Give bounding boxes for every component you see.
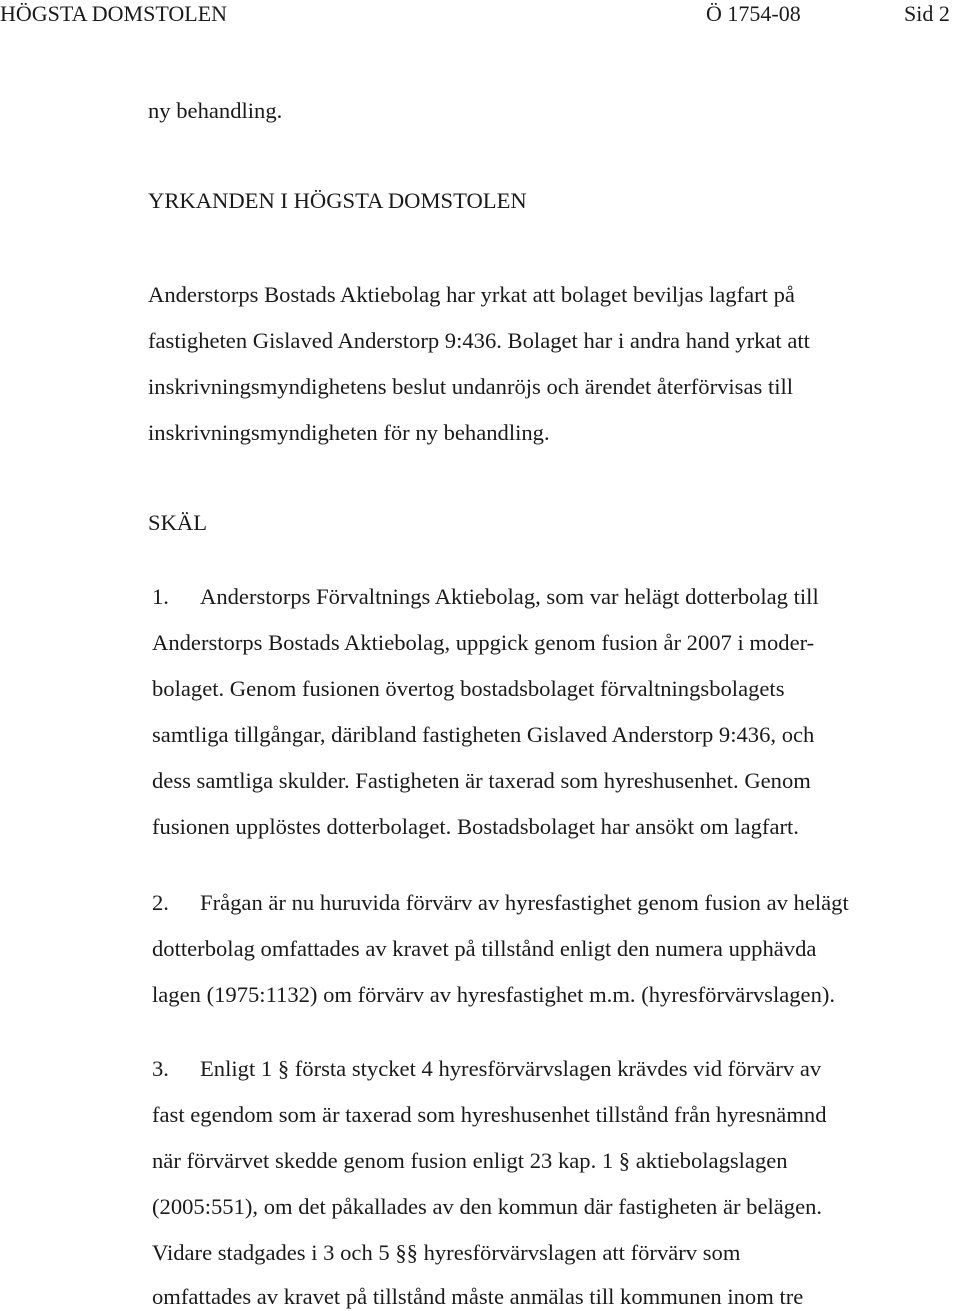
paragraph-line: när förvärvet skedde genom fusion enligt 23 kap. 1 § aktiebolagslagen: [152, 1148, 788, 1173]
paragraph-line: omfattades av kravet på tillstånd måste anmälas till kommunen inom tre: [152, 1284, 804, 1309]
paragraph-line: dotterbolag omfattades av kravet på tillstånd enligt den numera upphävda: [152, 936, 817, 961]
paragraph-line: Anderstorps Förvaltnings Aktiebolag, som var helägt dotterbolag till: [200, 584, 819, 609]
paragraph-line: lagen (1975:1132) om förvärv av hyresfastighet m.m. (hyresförvärvslagen).: [152, 982, 836, 1007]
heading-reasons: SKÄL: [148, 510, 207, 535]
paragraph-number: 2.: [152, 890, 169, 915]
paragraph-line: Vidare stadgades i 3 och 5 §§ hyresförvärvslagen att förvärv som: [152, 1240, 741, 1265]
paragraph-line: bolaget. Genom fusionen övertog bostadsbolaget förvaltningsbolagets: [152, 676, 785, 701]
heading-claims: YRKANDEN I HÖGSTA DOMSTOLEN: [148, 188, 527, 213]
claims-line: inskrivningsmyndighetens beslut undanröjs och ärendet återförvisas till: [148, 374, 794, 399]
header-page-number: Sid 2: [904, 1, 950, 26]
header-court-name: HÖGSTA DOMSTOLEN: [0, 1, 228, 26]
paragraph-line: samtliga tillgångar, däribland fastigheten Gislaved Anderstorp 9:436, och: [152, 722, 815, 747]
paragraph-line: Enligt 1 § första stycket 4 hyresförvärvslagen krävdes vid förvärv av: [200, 1056, 822, 1081]
paragraph-line: dess samtliga skulder. Fastigheten är taxerad som hyreshusenhet. Genom: [152, 768, 811, 793]
header-case-number: Ö 1754-08: [706, 1, 801, 26]
paragraph-number: 1.: [152, 584, 169, 609]
paragraph-line: Frågan är nu huruvida förvärv av hyresfastighet genom fusion av helägt: [200, 890, 849, 915]
paragraph-line: (2005:551), om det påkallades av den kommun där fastigheten är belägen.: [152, 1194, 823, 1219]
claims-line: Anderstorps Bostads Aktiebolag har yrkat att bolaget beviljas lagfart på: [148, 282, 795, 307]
paragraph-line: Anderstorps Bostads Aktiebolag, uppgick genom fusion år 2007 i moder-: [152, 630, 815, 655]
intro-text: ny behandling.: [148, 98, 283, 123]
claims-line: inskrivningsmyndigheten för ny behandling.: [148, 420, 550, 445]
paragraph-number: 3.: [152, 1056, 169, 1081]
claims-line: fastigheten Gislaved Anderstorp 9:436. Bolaget har i andra hand yrkat att: [148, 328, 810, 353]
paragraph-line: fusionen upplöstes dotterbolaget. Bostadsbolaget har ansökt om lagfart.: [152, 814, 799, 839]
paragraph-line: fast egendom som är taxerad som hyreshusenhet tillstånd från hyresnämnd: [152, 1102, 827, 1127]
